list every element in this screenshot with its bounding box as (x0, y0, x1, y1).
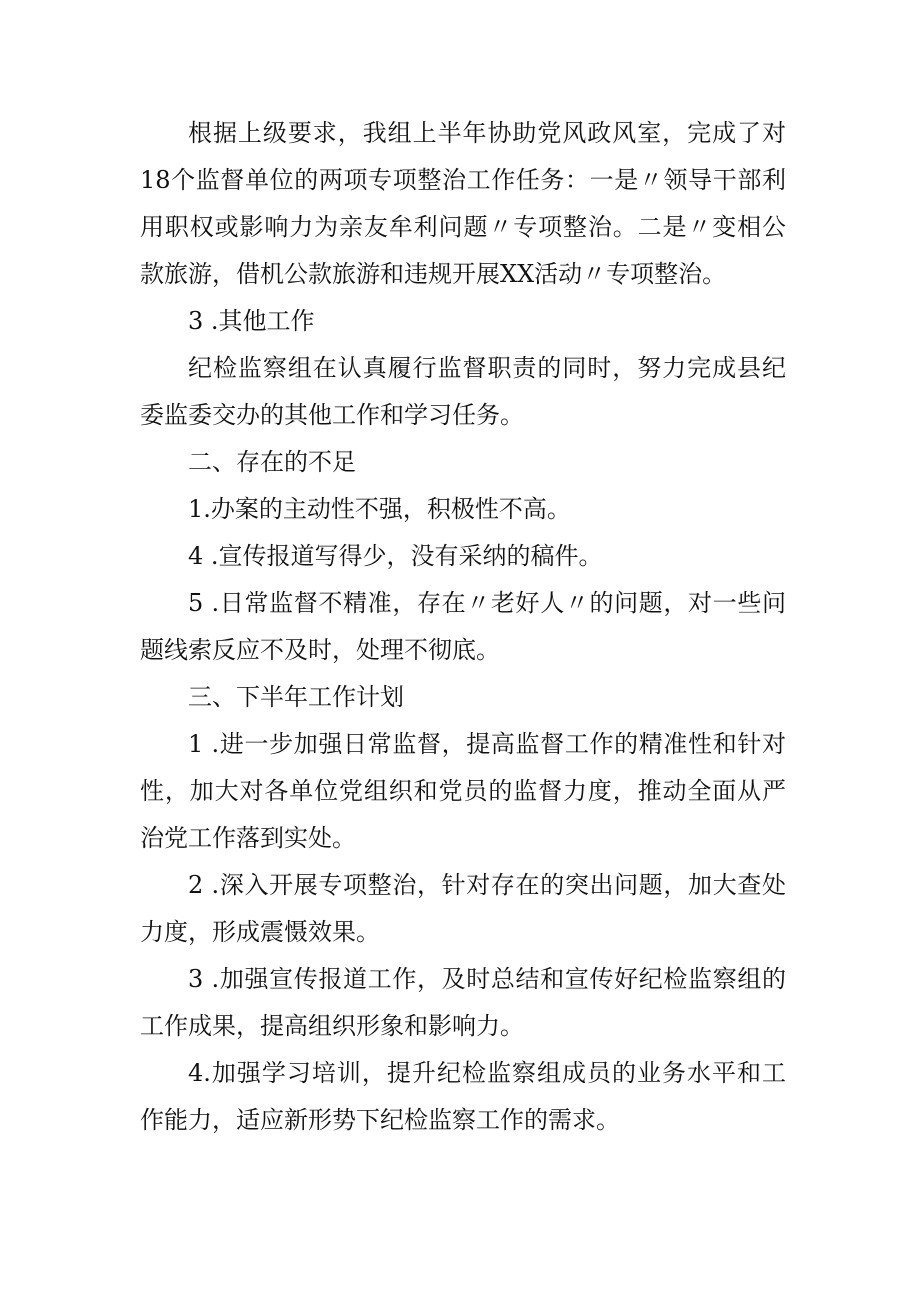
paragraph-special-rectification: 根据上级要求，我组上半年协助党风政风室，完成了对18个监督单位的两项专项整治工作任务：一是〃领导干部利用职权或影响力为亲友牟利问题〃专项整治。二是〃变相公款旅游，借机公款旅游和违规开展XX活动〃专项整治。 (140, 119, 786, 288)
shortcoming-item-5: 5 .日常监督不精准，存在〃老好人〃的问题，对一些问题线索反应不及时，处理不彻底。 (140, 589, 786, 664)
section-heading-plan: 三、下半年工作计划 (188, 683, 404, 711)
shortcoming-item-4: 4 .宣传报道写得少，没有采纳的稿件。 (188, 542, 603, 570)
paragraph-other-work: 纪检监察组在认真履行监督职责的同时，努力完成县纪委监委交办的其他工作和学习任务。 (140, 354, 786, 429)
plan-item-3: 3 .加强宣传报道工作，及时总结和宣传好纪检监察组的工作成果，提高组织形象和影响力。 (140, 965, 786, 1040)
section-heading-shortcomings: 二、存在的不足 (188, 448, 356, 476)
plan-item-4: 4.加强学习培训，提升纪检监察组成员的业务水平和工作能力，适应新形势下纪检监察工作的需求。 (140, 1059, 786, 1134)
document-body (140, 110, 786, 1144)
shortcoming-item-1: 1.办案的主动性不强，积极性不高。 (188, 495, 571, 523)
plan-item-2: 2 .深入开展专项整治，针对存在的突出问题，加大查处力度，形成震慑效果。 (140, 871, 786, 946)
plan-item-1: 1 .进一步加强日常监督，提高监督工作的精准性和针对性，加大对各单位党组织和党员的监督力度，推动全面从严治党工作落到实处。 (140, 730, 786, 852)
heading-other-work: 3 .其他工作 (188, 307, 315, 335)
